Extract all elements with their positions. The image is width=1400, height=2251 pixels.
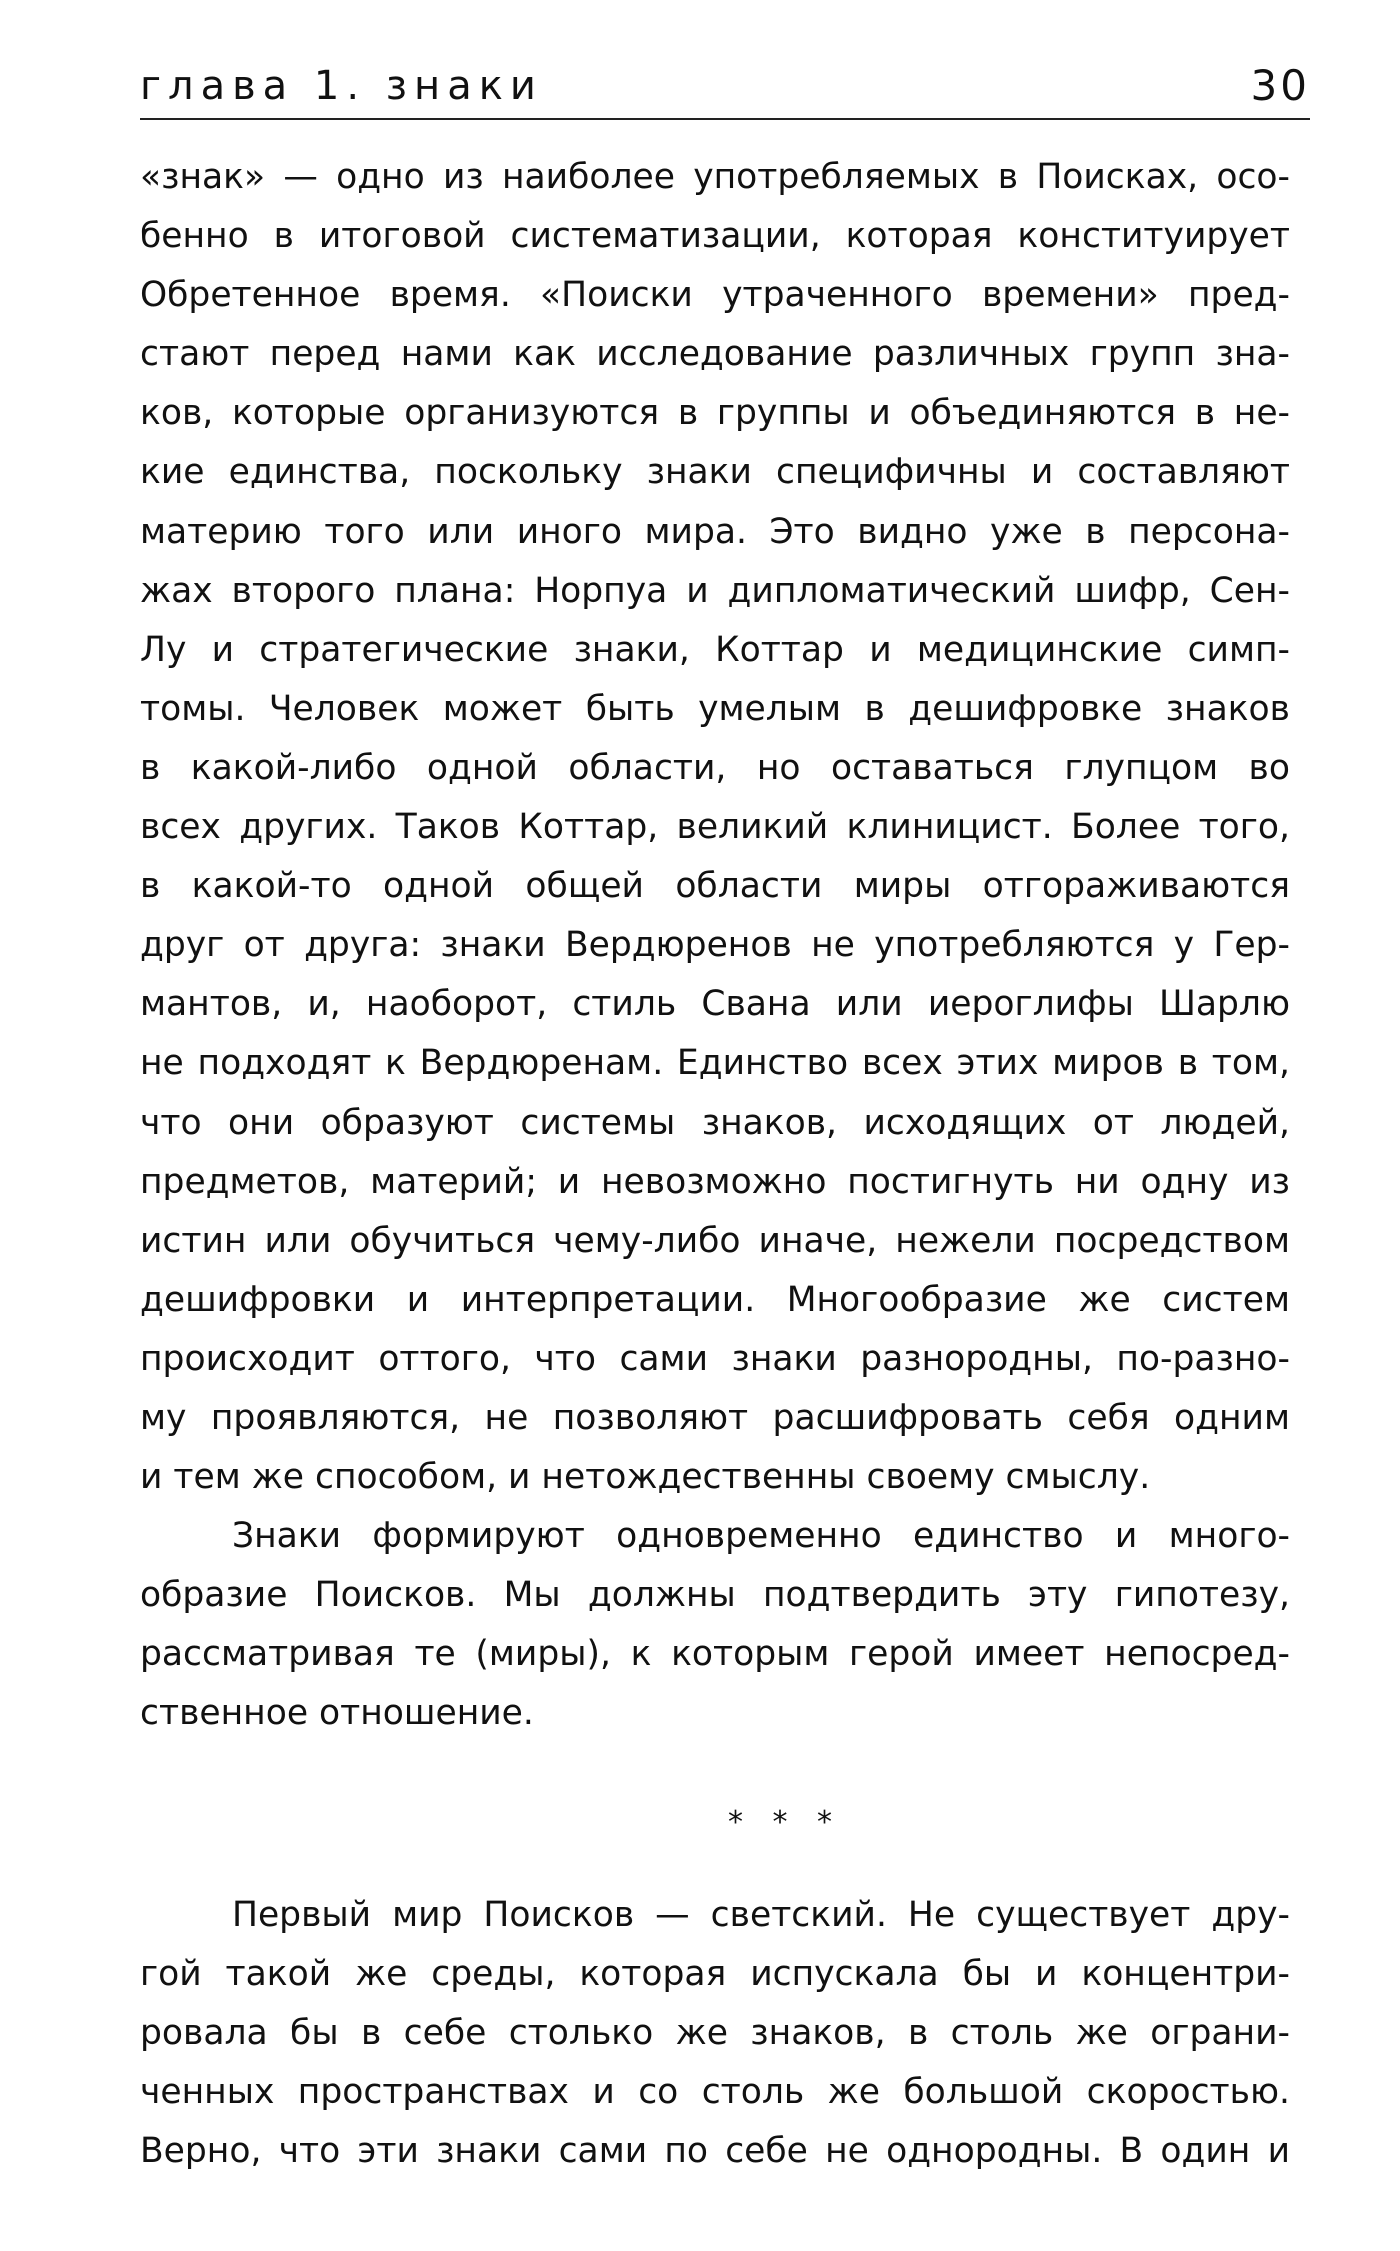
text-line: ков, которые организуются в группы и объединяются в не-: [140, 393, 1290, 434]
text-line: в какой-то одной общей области миры отгораживаются: [140, 866, 1290, 907]
text-line: дешифровки и интерпретации. Многообразие же систем: [140, 1279, 1290, 1320]
text-line: томы. Человек может быть умелым в дешифровке знаков: [140, 688, 1290, 729]
text-line: предметов, материй; и невозможно постигнуть ни одну из: [140, 1161, 1290, 1202]
text-line: материю того или иного мира. Это видно уже в персона-: [140, 511, 1290, 552]
text-line: Лу и стратегические знаки, Коттар и медицинские симп-: [140, 629, 1290, 670]
text-line: жах второго плана: Норпуа и дипломатический шифр, Сен-: [140, 570, 1290, 611]
text-line: что они образуют системы знаков, исходящих от людей,: [140, 1102, 1290, 1143]
text-line: происходит оттого, что сами знаки разнородны, по-разно-: [140, 1338, 1290, 1379]
text-line: друг от друга: знаки Вердюренов не употребляются у Гер-: [140, 925, 1290, 966]
text-line: и тем же способом, и нетождественны своему смыслу.: [140, 1457, 1151, 1498]
text-line: Верно, что эти знаки сами по себе не однородны. В один и: [140, 2130, 1290, 2171]
running-header: [140, 62, 1310, 120]
text-line: Обретенное время. «Поиски утраченного времени» пред-: [140, 275, 1290, 316]
paragraph-1: [140, 148, 1290, 1507]
text-line: му проявляются, не позволяют расшифровать себя одним: [140, 1397, 1290, 1438]
text-line: образие Поисков. Мы должны подтвердить эту гипотезу,: [140, 1575, 1290, 1616]
text-line: рассматривая те (миры), к которым герой имеет непосред-: [140, 1634, 1290, 1675]
paragraph-2: [140, 1507, 1290, 1743]
page-number: 30: [1250, 61, 1310, 110]
chapter-title: глава 1. знаки: [140, 63, 543, 109]
text-line: ственное отношение.: [140, 1693, 534, 1734]
text-line: не подходят к Вердюренам. Единство всех этих миров в том,: [140, 1043, 1290, 1084]
text-line: ченных пространствах и со столь же большой скоростью.: [140, 2071, 1290, 2112]
body-text: [140, 148, 1290, 2181]
text-line: «знак» — одно из наиболее употребляемых в Поисках, осо-: [140, 157, 1290, 197]
paragraph-3: [140, 1886, 1290, 2181]
text-line: кие единства, поскольку знаки специфичны и составляют: [140, 452, 1290, 493]
text-line: истин или обучиться чему-либо иначе, нежели посредством: [140, 1220, 1290, 1261]
text-line: бенно в итоговой систематизации, которая конституирует: [140, 216, 1290, 257]
text-line: стают перед нами как исследование различных групп зна-: [140, 334, 1290, 375]
text-line: Знаки формируют одновременно единство и много-: [232, 1516, 1290, 1557]
text-line: всех других. Таков Коттар, великий клиницист. Более того,: [140, 807, 1290, 848]
section-separator: * * *: [727, 1804, 843, 1840]
text-line: Первый мир Поисков — светский. Не существует дру-: [232, 1894, 1290, 1935]
text-line: гой такой же среды, которая испускала бы и концентри-: [140, 1953, 1290, 1994]
text-line: в какой-либо одной области, но оставаться глупцом во: [140, 747, 1290, 788]
text-line: мантов, и, наоборот, стиль Свана или иероглифы Шарлю: [140, 984, 1290, 1025]
text-line: ровала бы в себе столько же знаков, в столь же ограни-: [140, 2012, 1290, 2053]
